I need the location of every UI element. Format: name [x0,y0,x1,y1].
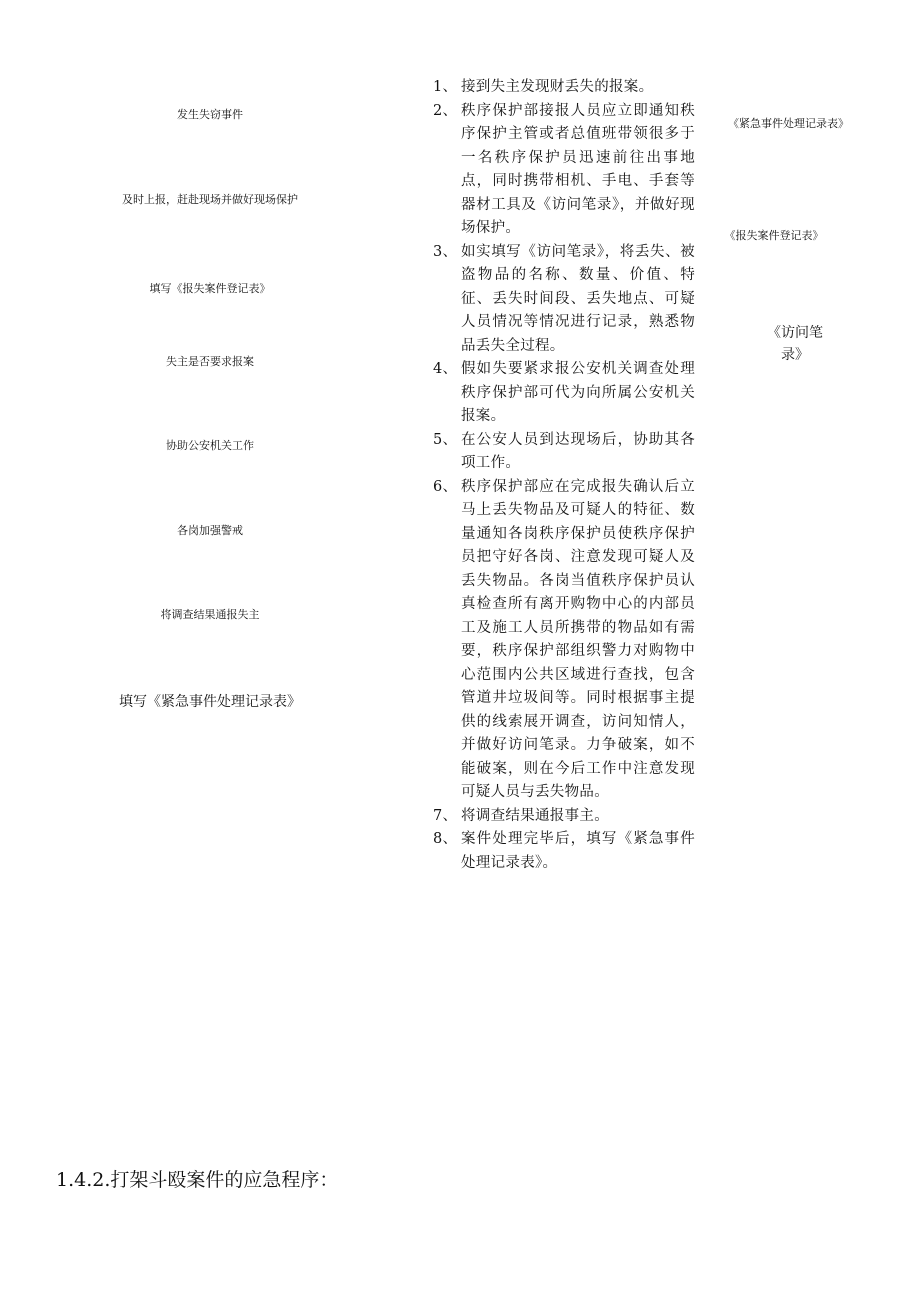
procedure-step [433,241,695,359]
step-number: 8、 [433,831,458,847]
flow-step-alert: 各岗加强警戒 [177,524,243,537]
procedure-step [433,476,695,805]
form-loss-register: 《报失案件登记表》 [724,229,824,242]
flow-step-notify: 将调查结果通报失主 [160,608,260,621]
flow-step-theft: 发生失窃事件 [177,108,243,121]
step-text: 秩序保护部接报人员应立即通知秩序保护主管或者总值班带领很多于一名秩序保护员迅速前往出事地点，同时携带相机、手电、手套等器材工具及《访问笔录》，并做好现场保护。 [461,102,695,236]
step-text: 将调查结果通报事主。 [461,807,609,824]
step-text: 案件处理完毕后，填写《紧急事件处理记录表》。 [461,831,695,871]
procedure-step [433,429,695,476]
step-text: 在公安人员到达现场后，协助其各项工作。 [461,431,695,471]
flow-step-register: 填写《报失案件登记表》 [149,282,271,295]
step-number: 5、 [433,431,458,448]
step-text: 秩序保护部应在完成报失确认后立马上丢失物品及可疑人的特征、数量通知各岗秩序保护员使秩序保护员把守好各岗、注意发现可疑人及丢失物品。各岗当值秩序保护员认真检查所有离开购物中心的内部员工及施工人员所携带的物品如有需要，秩序保护部组织警力对购物中心范围内公共区域进行查找，包含管道井垃圾间等。同时根据事主提供的线索展开调查，访问知情人，并做好访问笔录。力争破案，如不能破案，则在今后工作中注意发现可疑人员与丢失物品。 [461,478,695,800]
step-number: 2、 [433,102,458,119]
step-text: 接到失主发现财丢失的报案。 [461,79,654,95]
procedure-step [433,76,695,100]
procedure-step [433,358,695,429]
step-number: 7、 [433,807,458,824]
procedure-list [433,76,695,875]
form-interview-record: 《访问笔录》 [767,325,823,363]
step-text: 如实填写《访问笔录》，将丢失、被盗物品的名称、数量、价值、特征、丢失时间段、丢失地点、可疑人员情况等情况进行记录，熟悉物品丢失全过程。 [461,243,695,354]
flow-step-assist-police: 协助公安机关工作 [166,439,254,452]
step-number: 3、 [433,243,458,260]
step-text: 假如失要紧求报公安机关调查处理秩序保护部可代为向所属公安机关报案。 [461,361,695,424]
step-number: 6、 [433,478,458,495]
flow-step-report: 及时上报，赶赴现场并做好现场保护 [122,193,298,206]
flow-step-police-question: 失主是否要求报案 [166,355,254,368]
procedure-step [433,100,695,241]
section-heading: 1.4.2.打架斗殴案件的应急程序： [56,1169,339,1191]
step-number: 1、 [433,79,458,95]
form-emergency-record: 《紧急事件处理记录表》 [728,117,849,130]
step-number: 4、 [433,361,458,377]
procedure-step [433,828,695,875]
procedure-step [433,805,695,829]
flow-step-record: 填写《紧急事件处理记录表》 [119,694,301,710]
